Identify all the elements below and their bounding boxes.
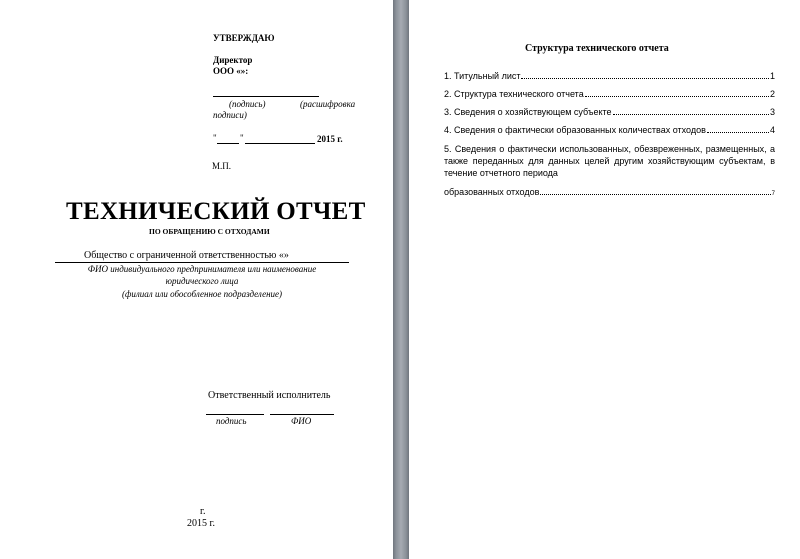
table-of-contents [444, 71, 775, 211]
toc-leader [521, 78, 769, 79]
signature-decode-caption-cont: подписи) [213, 110, 247, 120]
responsible-sign-caption: подпись [216, 416, 247, 426]
toc-item-page: 2 [769, 89, 775, 99]
approve-label: УТВЕРЖДАЮ [213, 33, 275, 43]
toc-item[interactable] [444, 71, 775, 81]
signature-line [213, 96, 319, 97]
toc-title: Структура технического отчета [525, 43, 669, 54]
date-month-line [245, 143, 315, 144]
toc-item-page: 4 [769, 125, 775, 135]
toc-leader [540, 194, 770, 195]
responsible-name-caption: ФИО [291, 416, 312, 426]
signature-caption: (подпись) [229, 99, 266, 109]
director-label: Директор [213, 55, 253, 65]
toc-item-5-last-line[interactable] [444, 187, 775, 197]
responsible-sign-line [206, 414, 264, 415]
organization-name: Общество с ограниченной ответственностью «» [84, 250, 289, 261]
document-subtitle: ПО ОБРАЩЕНИЮ С ОТХОДАМИ [149, 227, 270, 236]
responsible-label: Ответственный исполнитель [208, 390, 331, 401]
toc-item-page: 7 [771, 191, 775, 197]
signature-decode-caption: (расшифровка [300, 99, 356, 109]
date-day-line [217, 143, 239, 144]
company-label: ООО «»: [213, 66, 249, 76]
toc-item[interactable] [444, 89, 775, 99]
organization-caption-cont: юридического лица [165, 276, 239, 286]
toc-item-page: 1 [769, 71, 775, 81]
toc-item[interactable] [444, 107, 775, 117]
date-quote-open: " [213, 133, 217, 143]
city-label: г. [200, 506, 206, 517]
page-gutter [393, 0, 409, 559]
toc-item-5[interactable]: 5. Сведения о фактически использованных, обезвреженных, размещенных, а также переданных для данных целей другим хозяйствующим субъектам, в течение отчетного периода [444, 144, 775, 178]
toc-item-page: 3 [769, 107, 775, 117]
title-page [0, 0, 393, 559]
toc-item[interactable] [444, 125, 775, 135]
toc-item-label: 4. Сведения о фактически образованных количествах отходов [444, 125, 706, 135]
bottom-year: 2015 г. [187, 518, 215, 529]
toc-item-label: 3. Сведения о хозяйствующем субъекте [444, 107, 612, 117]
toc-leader [613, 114, 769, 115]
toc-page [409, 0, 800, 559]
date-quote-close: " [240, 133, 244, 143]
organization-line [55, 262, 349, 263]
toc-item-label: 2. Структура технического отчета [444, 89, 584, 99]
toc-item-label: 1. Титульный лист [444, 71, 521, 81]
responsible-name-line [270, 414, 334, 415]
toc-leader [707, 132, 769, 133]
organization-caption: ФИО индивидуального предпринимателя или наименование [87, 264, 317, 274]
toc-leader [585, 96, 769, 97]
toc-item-label: образованных отходов [444, 187, 540, 197]
year-label: 2015 г. [317, 134, 343, 144]
stamp-label: М.П. [212, 161, 232, 171]
document-title: ТЕХНИЧЕСКИЙ ОТЧЕТ [66, 198, 366, 225]
branch-caption: (филиал или обособленное подразделение) [121, 289, 283, 299]
